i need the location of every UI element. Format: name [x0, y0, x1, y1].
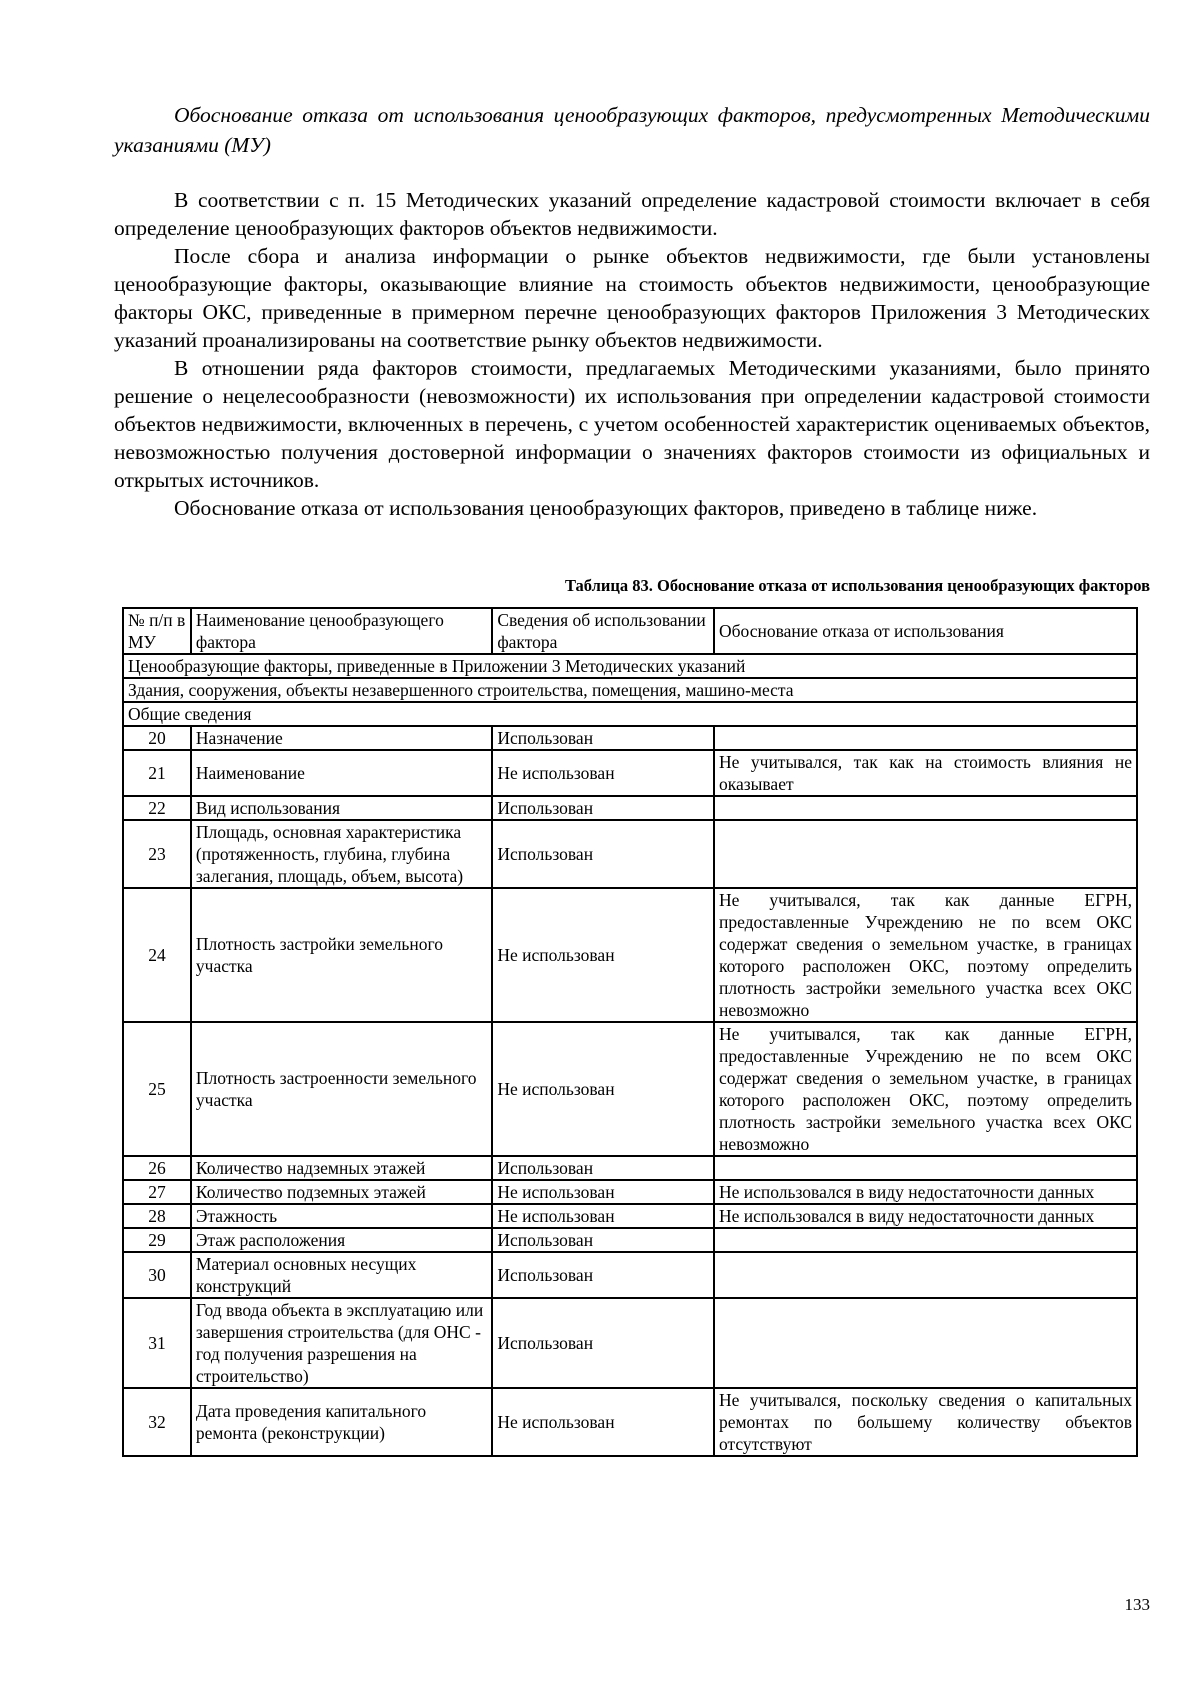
- reason-cell: Не учитывался, так как данные ЕГРН, предоставленные Учреждению не по всем ОКС содержат сведения о земельном участке, в границах которого расположен ОКС, поэтому определить плотность застройки земельного участка всех ОКС невозможно: [714, 1022, 1137, 1156]
- row-number-cell: 27: [123, 1180, 191, 1204]
- header-cell-usage: Сведения об использовании фактора: [492, 608, 714, 654]
- factor-name-cell: Плотность застройки земельного участка: [191, 888, 492, 1022]
- row-number-cell: 26: [123, 1156, 191, 1180]
- usage-cell: Не использован: [492, 1022, 714, 1156]
- table-row: [123, 726, 1137, 750]
- usage-cell: Использован: [492, 1298, 714, 1388]
- reason-cell: [714, 796, 1137, 820]
- reason-cell: Не учитывался, поскольку сведения о капитальных ремонтах по большему количеству объектов отсутствуют: [714, 1388, 1137, 1456]
- factor-name-cell: Плотность застроенности земельного участка: [191, 1022, 492, 1156]
- row-number-cell: 24: [123, 888, 191, 1022]
- table-row: [123, 750, 1137, 796]
- table-header-row: [123, 608, 1137, 654]
- usage-cell: Использован: [492, 796, 714, 820]
- reason-cell: Не использовался в виду недостаточности данных: [714, 1180, 1137, 1204]
- table-row: [123, 888, 1137, 1022]
- section-row: [123, 654, 1137, 678]
- row-number-cell: 31: [123, 1298, 191, 1388]
- factor-name-cell: Наименование: [191, 750, 492, 796]
- factors-table: [122, 607, 1138, 1457]
- row-number-cell: 25: [123, 1022, 191, 1156]
- table-row: [123, 1022, 1137, 1156]
- paragraph: Обоснование отказа от использования ценообразующих факторов, приведено в таблице ниже.: [174, 496, 1038, 520]
- table-row: [123, 1228, 1137, 1252]
- reason-cell: [714, 820, 1137, 888]
- factor-name-cell: Площадь, основная характеристика (протяженность, глубина, глубина залегания, площадь, объем, высота): [191, 820, 492, 888]
- row-number-cell: 28: [123, 1204, 191, 1228]
- usage-cell: Использован: [492, 820, 714, 888]
- row-number-cell: 30: [123, 1252, 191, 1298]
- usage-cell: Использован: [492, 1252, 714, 1298]
- section-cell: Ценообразующие факторы, приведенные в Приложении 3 Методических указаний: [123, 654, 1137, 678]
- usage-cell: Использован: [492, 1228, 714, 1252]
- row-number-cell: 22: [123, 796, 191, 820]
- row-number-cell: 29: [123, 1228, 191, 1252]
- section-row: [123, 702, 1137, 726]
- header-cell-number: № п/п в МУ: [123, 608, 191, 654]
- body-text: [114, 186, 1150, 522]
- section-cell: Здания, сооружения, объекты незавершенного строительства, помещения, машино-места: [123, 678, 1137, 702]
- factor-name-cell: Материал основных несущих конструкций: [191, 1252, 492, 1298]
- reason-cell: [714, 1252, 1137, 1298]
- table-row: [123, 1388, 1137, 1456]
- usage-cell: Не использован: [492, 1204, 714, 1228]
- reason-cell: [714, 1156, 1137, 1180]
- usage-cell: Не использован: [492, 1388, 714, 1456]
- reason-cell: [714, 726, 1137, 750]
- table-row: [123, 1204, 1137, 1228]
- table-caption: Таблица 83. Обоснование отказа от использования ценообразующих факторов: [564, 576, 1150, 595]
- usage-cell: Не использован: [492, 750, 714, 796]
- header-cell-name: Наименование ценообразующего фактора: [191, 608, 492, 654]
- row-number-cell: 23: [123, 820, 191, 888]
- row-number-cell: 20: [123, 726, 191, 750]
- factor-name-cell: Количество надземных этажей: [191, 1156, 492, 1180]
- paragraph: В соответствии с п. 15 Методических указаний определение кадастровой стоимости включает в себя определение ценообразующих факторов объектов недвижимости.: [114, 188, 1150, 240]
- row-number-cell: 32: [123, 1388, 191, 1456]
- factor-name-cell: Количество подземных этажей: [191, 1180, 492, 1204]
- table-row: [123, 796, 1137, 820]
- section-cell: Общие сведения: [123, 702, 1137, 726]
- usage-cell: Не использован: [492, 888, 714, 1022]
- table-row: [123, 1180, 1137, 1204]
- factor-name-cell: Год ввода объекта в эксплуатацию или завершения строительства (для ОНС - год получения разрешения на строительство): [191, 1298, 492, 1388]
- reason-cell: Не учитывался, так как на стоимость влияния не оказывает: [714, 750, 1137, 796]
- header-cell-reason: Обоснование отказа от использования: [714, 608, 1137, 654]
- reason-cell: [714, 1298, 1137, 1388]
- usage-cell: Использован: [492, 726, 714, 750]
- page-number: 133: [1124, 1595, 1150, 1614]
- reason-cell: [714, 1228, 1137, 1252]
- table-row: [123, 1156, 1137, 1180]
- section-row: [123, 678, 1137, 702]
- table-row: [123, 820, 1137, 888]
- section-heading: Обоснование отказа от использования ценообразующих факторов, предусмотренных Методическими указаниями (МУ): [114, 103, 1150, 157]
- factor-name-cell: Вид использования: [191, 796, 492, 820]
- factor-name-cell: Этаж расположения: [191, 1228, 492, 1252]
- paragraph: В отношении ряда факторов стоимости, предлагаемых Методическими указаниями, было принято решение о нецелесообразности (невозможности) их использования при определении кадастровой стоимости объектов недвижимости, включенных в перечень, с учетом особенностей характеристик оцениваемых объектов, невозможностью получения достоверной информации о значениях факторов стоимости из официальных и открытых источников.: [114, 356, 1150, 492]
- reason-cell: Не использовался в виду недостаточности данных: [714, 1204, 1137, 1228]
- factor-name-cell: Дата проведения капитального ремонта (реконструкции): [191, 1388, 492, 1456]
- usage-cell: Не использован: [492, 1180, 714, 1204]
- paragraph: После сбора и анализа информации о рынке объектов недвижимости, где были установлены ценообразующие факторы, оказывающие влияние на стоимость объектов недвижимости, ценообразующие факторы ОКС, приведенные в примерном перечне ценообразующих факторов Приложения 3 Методических указаний проанализированы на соответствие рынку объектов недвижимости.: [114, 244, 1150, 352]
- factor-name-cell: Назначение: [191, 726, 492, 750]
- reason-cell: Не учитывался, так как данные ЕГРН, предоставленные Учреждению не по всем ОКС содержат сведения о земельном участке, в границах которого расположен ОКС, поэтому определить плотность застройки земельного участка всех ОКС невозможно: [714, 888, 1137, 1022]
- table-row: [123, 1298, 1137, 1388]
- usage-cell: Использован: [492, 1156, 714, 1180]
- factor-name-cell: Этажность: [191, 1204, 492, 1228]
- row-number-cell: 21: [123, 750, 191, 796]
- table-row: [123, 1252, 1137, 1298]
